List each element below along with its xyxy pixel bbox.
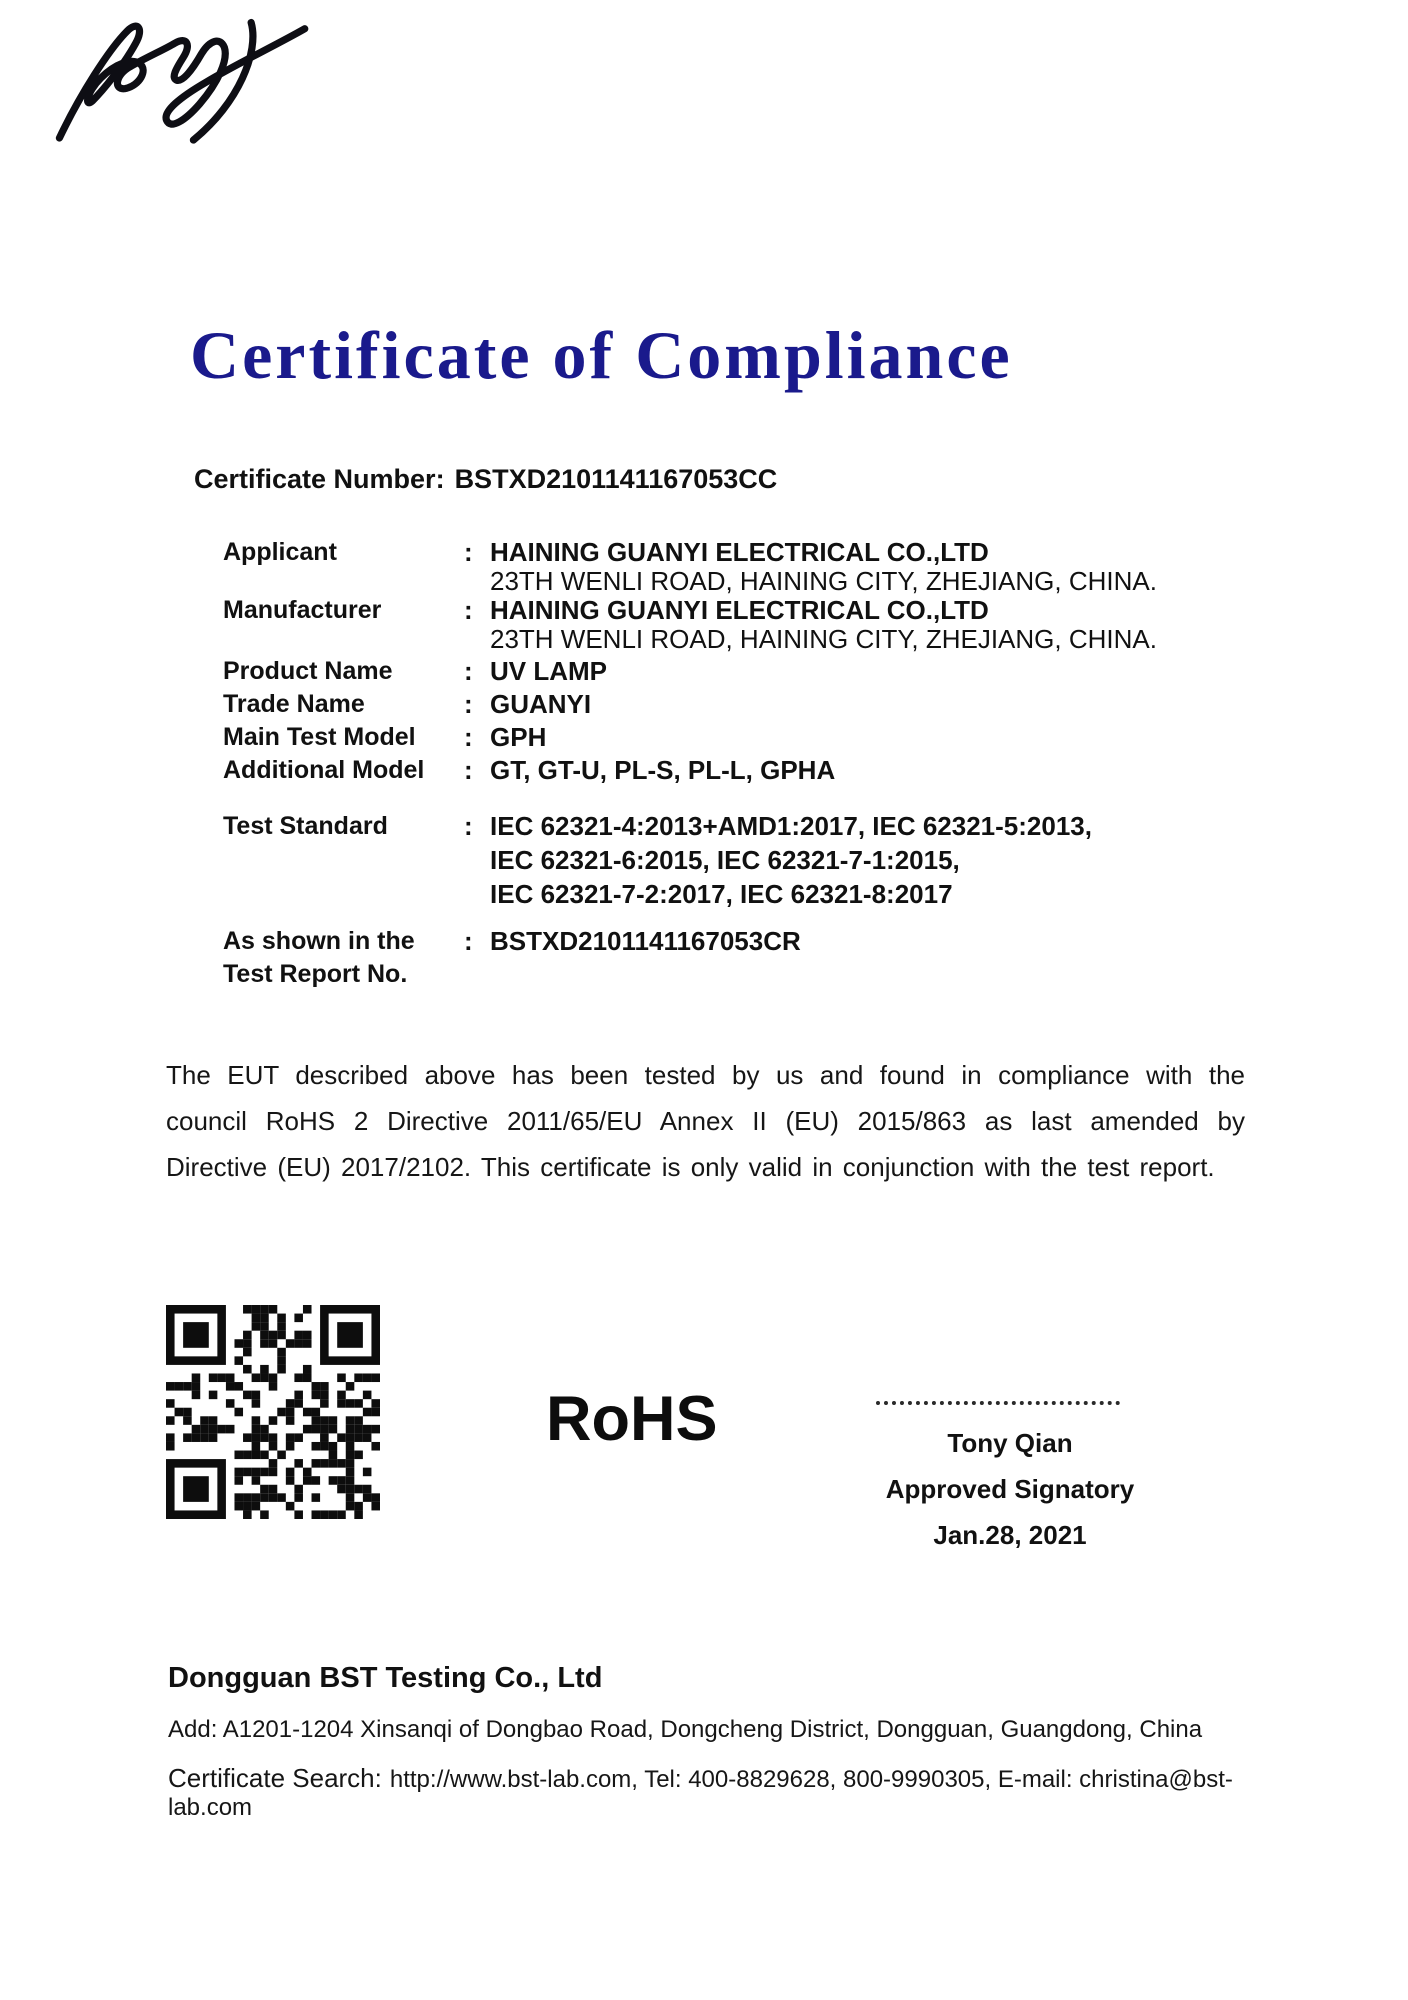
field-test-standard xyxy=(223,809,1283,911)
qr-code-svg xyxy=(166,1305,380,1519)
signatory-role: Approved Signatory xyxy=(885,1474,1135,1504)
field-value: IEC 62321-4:2013+AMD1:2017, IEC 62321-5:2013, xyxy=(490,811,1092,841)
lab-address: Add: A1201-1204 Xinsanqi of Dongbao Road, Dongcheng District, Dongguan, Guangdong, China xyxy=(168,1716,1203,1743)
colon: : xyxy=(464,595,473,625)
colon: : xyxy=(464,722,473,752)
field-value: IEC 62321-7-2:2017, IEC 62321-8:2017 xyxy=(490,879,953,909)
signature-dotted-line xyxy=(876,1398,1120,1405)
field-value: 23TH WENLI ROAD, HAINING CITY, ZHEJIANG, CHINA. xyxy=(490,624,1157,654)
field-trade-name xyxy=(223,690,1283,719)
certificate-search-label: Certificate Search: xyxy=(168,1763,382,1793)
certificate-search-line xyxy=(168,1763,1288,1822)
field-label: Product Name xyxy=(223,657,393,685)
field-value: GUANYI xyxy=(490,689,592,719)
rohs-logo: RoHS xyxy=(546,1384,718,1454)
field-manufacturer xyxy=(223,596,1283,625)
certificate-title: Certificate of Compliance xyxy=(190,317,1013,393)
field-label: Manufacturer xyxy=(223,596,382,624)
field-label: Additional Model xyxy=(223,756,425,784)
field-main-test-model xyxy=(223,723,1283,752)
certificate-number xyxy=(194,464,777,495)
colon: : xyxy=(464,537,473,567)
signature-date: Jan.28, 2021 xyxy=(933,1520,1087,1550)
field-value: UV LAMP xyxy=(490,656,607,686)
signature-icon xyxy=(45,4,313,154)
field-applicant xyxy=(223,538,1283,567)
colon: : xyxy=(464,926,473,956)
certificate-number-label: Certificate Number: xyxy=(194,464,445,494)
qr-code-icon xyxy=(166,1305,380,1519)
field-label: Test Report No. xyxy=(223,960,408,988)
colon: : xyxy=(464,656,473,686)
field-applicant-address xyxy=(223,567,1283,596)
field-value: GPH xyxy=(490,722,547,752)
field-value: BSTXD2101141167053CR xyxy=(490,926,801,956)
field-value: IEC 62321-6:2015, IEC 62321-7-1:2015, xyxy=(490,845,960,875)
colon: : xyxy=(464,755,473,785)
field-label: Test Standard xyxy=(223,812,388,840)
certificate-search-value: http://www.bst-lab.com, Tel: 400-8829628, 800-9990305, E-mail: christina@bst-lab.com xyxy=(168,1766,1233,1821)
field-value: 23TH WENLI ROAD, HAINING CITY, ZHEJIANG, CHINA. xyxy=(490,566,1157,596)
info-table xyxy=(223,538,1283,991)
field-label: Main Test Model xyxy=(223,723,416,751)
field-label: Trade Name xyxy=(223,690,365,718)
field-manufacturer-address xyxy=(223,625,1283,654)
field-label: Applicant xyxy=(223,538,337,566)
field-label: As shown in the xyxy=(223,927,415,955)
field-value: HAINING GUANYI ELECTRICAL CO.,LTD xyxy=(490,537,989,567)
signatory-name: Tony Qian xyxy=(947,1428,1073,1458)
footer xyxy=(168,1662,1288,1822)
field-product-name xyxy=(223,657,1283,686)
field-value: HAINING GUANYI ELECTRICAL CO.,LTD xyxy=(490,595,989,625)
colon: : xyxy=(464,811,473,841)
field-test-report-no xyxy=(223,925,1283,991)
certificate-number-value: BSTXD2101141167053CC xyxy=(454,464,778,494)
field-additional-model xyxy=(223,756,1283,785)
compliance-statement: The EUT described above has been tested by us and found in compliance with the council RoHS 2 Directive 2011/65/EU Annex II (EU) 2015/863 as last amended by Directive (EU) 2017/2102. This certificate is only valid in conjunction with the test report. xyxy=(166,1060,1245,1182)
lab-company-name: Dongguan BST Testing Co., Ltd xyxy=(168,1662,603,1694)
colon: : xyxy=(464,689,473,719)
field-value: GT, GT-U, PL-S, PL-L, GPHA xyxy=(490,755,836,785)
